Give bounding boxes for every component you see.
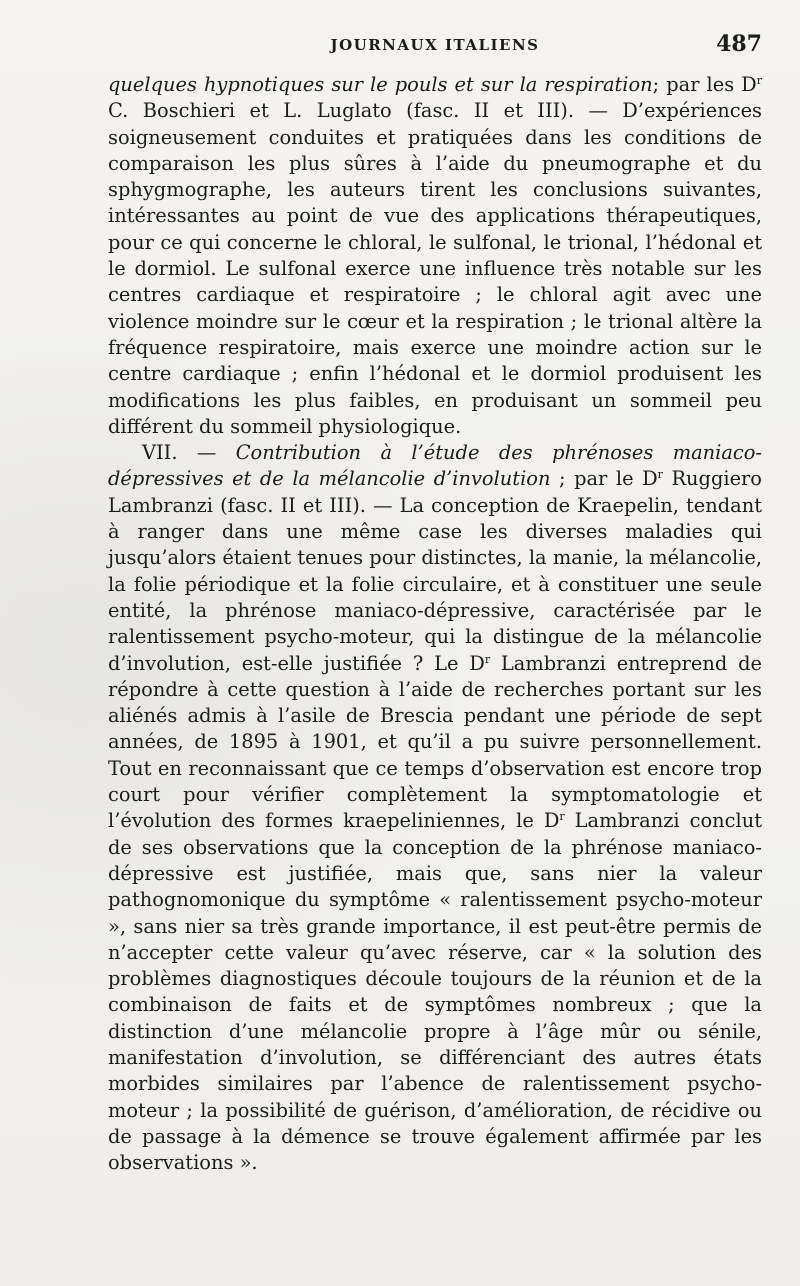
article-2-title: Contribution à l’étude des phrénoses maniaco-dépressives et de la mélancolie d’involution (108, 441, 762, 491)
article-2-text-3: Lambranzi conclut de ses observations que la conception de la phrénose maniaco-dépressive est justifiée, mais que, sans nier la valeur pathognomonique du symptôme « ralentissement psycho-moteur », sans nier sa très grande importance, il est peut-être permis de n’accepter cette valeur qu’avec réserve, car « la solution des problèmes diagnostiques découle toujours de la réunion et de la combinaison de faits et de symptômes nombreux ; que la distinction d’une mélancolie propre à l’âge mûr ou sénile, manifestation d’involution, se différenciant des autres états morbides similaires par l’abence de ralentissement psycho-moteur ; la possibilité de guérison, d’amélioration, de récidive ou de passage à la démence se trouve également affirmée par les observations ». (108, 809, 762, 1175)
running-head (108, 28, 762, 62)
article-2-byline-a: ; par le D (550, 467, 658, 491)
article-2-superscript-a: r (657, 468, 663, 482)
page-number: 487 (716, 31, 762, 57)
article-1-byline-b: C. Boschieri et L. Luglato (fasc. II et III). — (108, 99, 623, 123)
paragraph-article-2 (108, 440, 762, 1176)
article-2-byline-b: Ruggiero Lambranzi (fasc. II et III). — (108, 467, 762, 517)
article-2-superscript-2: r (559, 810, 565, 824)
article-2-superscript-1: r (484, 652, 491, 666)
article-1-byline-a: ; par les D (652, 73, 757, 96)
article-1-title: quelques hypnotiques sur le pouls et sur la respiration (108, 73, 653, 96)
article-2-text-1: La conception de Kraepelin, tendant à ranger dans une même case les diverses maladies qui jusqu’alors étaient tenues pour distinctes, la manie, la mélancolie, la folie périodique et la folie circulaire, et à constituer une seule entité, la phrénose maniaco-dépressive, caractérisée par le ralentissement psycho-moteur, qui la distingue de la mélancolie d’involution, est-elle justifiée ? Le D (108, 493, 762, 675)
paragraph-article-1 (108, 72, 762, 440)
article-2-text-2: Lambranzi entreprend de répondre à cette question à l’aide de recherches portant sur les aliénés admis à l’asile de Brescia pendant une période de sept années, de 1895 à 1901, et qu’il a pu suivre personnellement. Tout en reconnaissant que ce temps d’observation est encore trop court pour vérifier complètement la symptomatologie et l’évolution des formes kraepeliniennes, le D (108, 651, 762, 833)
article-1-superscript: r (756, 74, 762, 87)
article-1-text: D’expériences soigneusement conduites et pratiquées dans les conditions de comparaison les plus sûres à l’aide du pneumographe et du sphygmographe, les auteurs tirent les conclusions suivantes, intéressantes au point de vue des applications thérapeutiques, pour ce qui concerne le chloral, le sulfonal, le trional, l’hédonal et le dormiol. Le sulfonal exerce une influence très notable sur les centres cardiaque et respiratoire ; le chloral agit avec une violence moindre sur le cœur et la respiration ; le trional altère la fréquence respiratoire, mais exerce une moindre action sur le centre cardiaque ; enfin l’hédonal et le dormiol produisent les modifications les plus faibles, en produisant un sommeil peu différent du sommeil physiologique. (108, 99, 762, 438)
article-2-numeral: VII. — (142, 441, 236, 465)
body-text (108, 72, 762, 1176)
running-title: JOURNAUX ITALIENS (330, 36, 540, 54)
